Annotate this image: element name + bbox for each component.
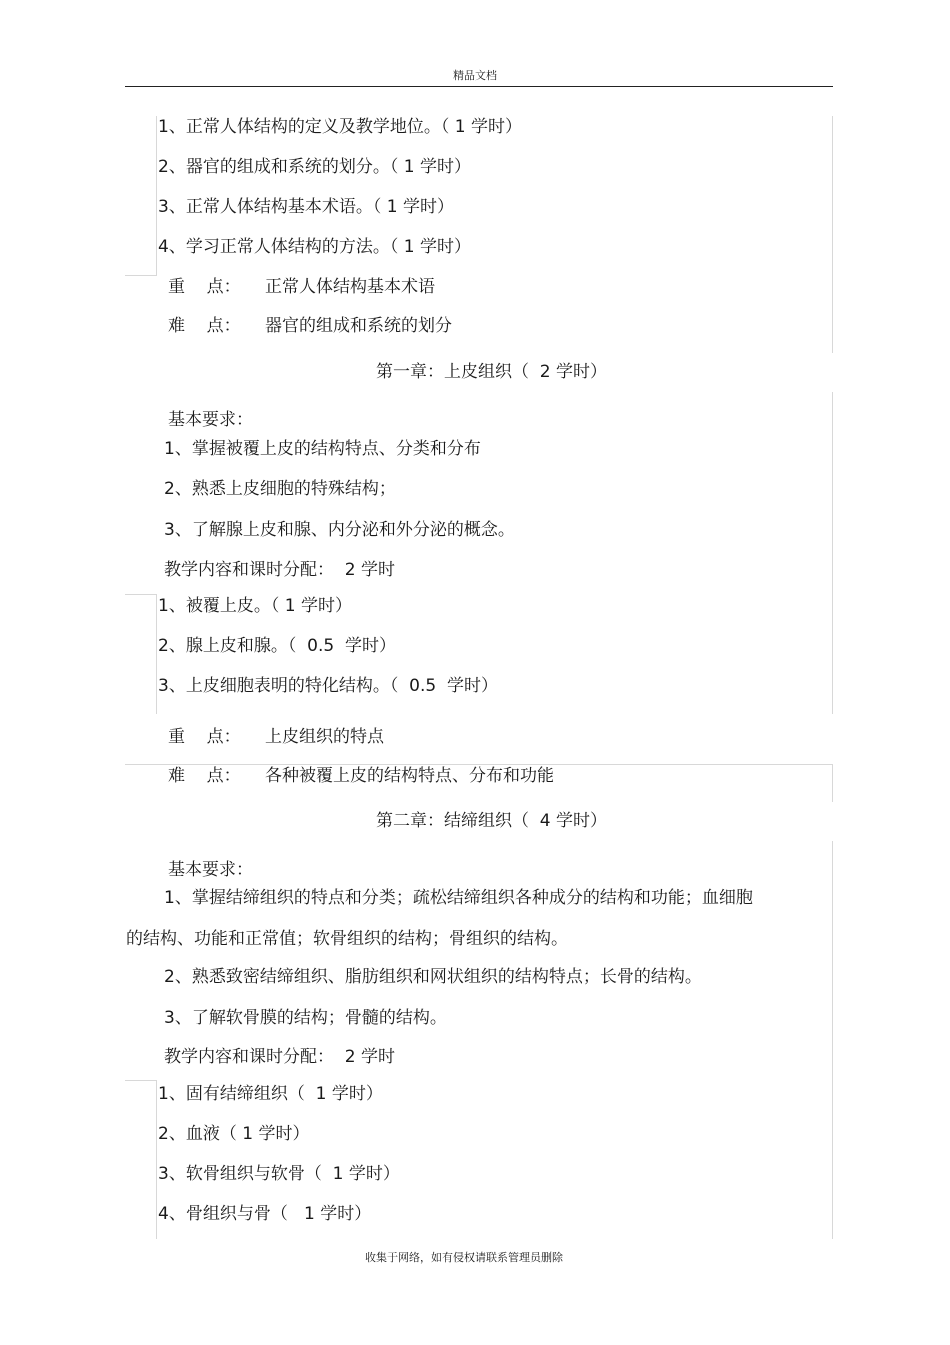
page-footer: 收集于网络，如有侵权请联系管理员删除: [365, 1251, 563, 1264]
table-border: [156, 116, 157, 276]
table-border: [156, 1080, 157, 1239]
content-item: 1、被覆上皮。（ 1 学时）: [158, 596, 352, 616]
difficult-point-label: 难 点：: [168, 766, 241, 786]
table-border: [125, 764, 833, 765]
difficult-point-label: 难 点：: [168, 316, 241, 336]
content-item: 2、血液（ 1 学时）: [158, 1124, 310, 1144]
requirement-item: 2、熟悉致密结缔组织、脂肪组织和网状组织的结构特点；长骨的结构。: [164, 967, 702, 987]
requirement-item: 1、掌握被覆上皮的结构特点、分类和分布: [164, 439, 481, 459]
key-point-label: 重 点：: [168, 727, 241, 747]
intro-item: 2、器官的组成和系统的划分。（ 1 学时）: [158, 157, 471, 177]
table-border: [832, 764, 833, 802]
content-item: 3、上皮细胞表明的特化结构。（ 0.5 学时）: [158, 676, 498, 696]
requirements-label: 基本要求：: [168, 860, 253, 880]
difficult-point-text: 器官的组成和系统的划分: [265, 316, 452, 336]
table-border: [832, 841, 833, 1239]
requirements-label: 基本要求：: [168, 410, 253, 430]
table-border: [125, 275, 157, 276]
page-header: 精品文档: [453, 69, 497, 82]
table-border: [156, 594, 157, 714]
chapter-title: 第一章：上皮组织（ 2 学时）: [376, 362, 608, 382]
table-border: [832, 392, 833, 714]
intro-item: 3、正常人体结构基本术语。（ 1 学时）: [158, 197, 454, 217]
requirement-item: 3、了解软骨膜的结构；骨髓的结构。: [164, 1008, 447, 1028]
content-item: 2、腺上皮和腺。（ 0.5 学时）: [158, 636, 396, 656]
intro-item: 4、学习正常人体结构的方法。（ 1 学时）: [158, 237, 471, 257]
chapter-title: 第二章：结缔组织（ 4 学时）: [376, 811, 608, 831]
table-border: [125, 594, 157, 595]
allocation-line: 教学内容和课时分配： 2 学时: [164, 1047, 396, 1067]
content-item: 3、软骨组织与软骨（ 1 学时）: [158, 1164, 400, 1184]
key-point-label: 重 点：: [168, 277, 241, 297]
intro-item: 1、正常人体结构的定义及教学地位。（ 1 学时）: [158, 117, 522, 137]
content-item: 4、骨组织与骨（ 1 学时）: [158, 1204, 372, 1224]
allocation-line: 教学内容和课时分配： 2 学时: [164, 560, 396, 580]
table-border: [832, 116, 833, 353]
header-rule: [125, 86, 833, 87]
key-point-text: 正常人体结构基本术语: [265, 277, 435, 297]
requirement-item-continued: 的结构、功能和正常值；软骨组织的结构；骨组织的结构。: [126, 929, 568, 949]
key-point-text: 上皮组织的特点: [265, 727, 384, 747]
requirement-item: 3、了解腺上皮和腺、内分泌和外分泌的概念。: [164, 520, 515, 540]
table-border: [125, 1080, 157, 1081]
requirement-item: 2、熟悉上皮细胞的特殊结构；: [164, 479, 396, 499]
requirement-item: 1、掌握结缔组织的特点和分类；疏松结缔组织各种成分的结构和功能；血细胞: [164, 888, 753, 908]
content-item: 1、固有结缔组织（ 1 学时）: [158, 1084, 383, 1104]
difficult-point-text: 各种被覆上皮的结构特点、分布和功能: [265, 766, 554, 786]
